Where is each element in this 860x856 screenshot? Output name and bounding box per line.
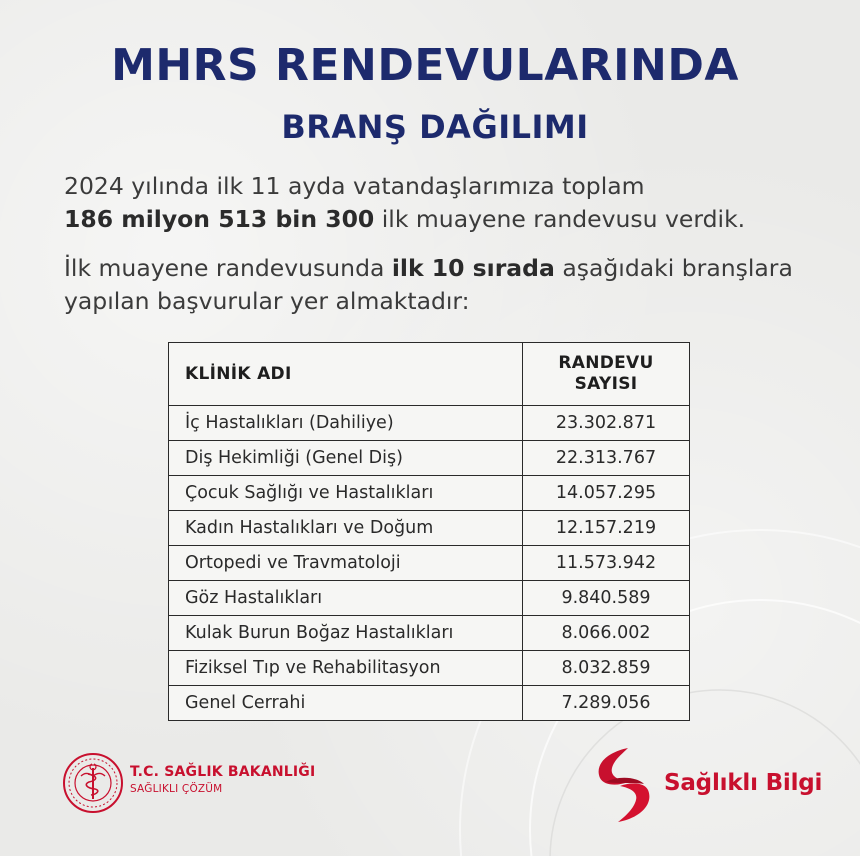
ministry-of-health-emblem-icon: [62, 752, 124, 814]
clinic-table: [168, 342, 690, 721]
saglikli-bilgi-logo-icon: [588, 746, 660, 826]
column-header-count: [523, 343, 690, 406]
ministry-label: [130, 764, 315, 795]
table-row: [169, 441, 690, 476]
ranking-text-2: aşağıdaki branşlara yapılan başvurular yer almaktadır:: [64, 254, 793, 315]
page-subtitle: BRANŞ DAĞILIMI: [281, 108, 589, 146]
table-row: [169, 616, 690, 651]
ranking-paragraph: [64, 252, 844, 318]
appointment-count-cell: 14.057.295: [523, 476, 690, 511]
intro-text-1: 2024 yılında ilk 11 ayda vatandaşlarımıza toplam: [64, 172, 645, 200]
appointment-count-cell: 12.157.219: [523, 511, 690, 546]
column-header-clinic: KLİNİK ADI: [169, 343, 523, 406]
clinic-name-cell: Göz Hastalıkları: [169, 581, 523, 616]
appointment-count-cell: 8.032.859: [523, 651, 690, 686]
clinic-name-cell: Ortopedi ve Travmatoloji: [169, 546, 523, 581]
appointment-count-cell: 9.840.589: [523, 581, 690, 616]
appointment-count-cell: 23.302.871: [523, 406, 690, 441]
clinic-name-cell: Diş Hekimliği (Genel Diş): [169, 441, 523, 476]
clinic-name-cell: Kadın Hastalıkları ve Doğum: [169, 511, 523, 546]
intro-paragraph: [64, 170, 844, 236]
ministry-subtitle: SAĞLIKLI ÇÖZÜM: [130, 783, 223, 795]
table-row: [169, 651, 690, 686]
clinic-name-cell: Çocuk Sağlığı ve Hastalıkları: [169, 476, 523, 511]
ranking-highlight: ilk 10 sırada: [391, 254, 555, 282]
table-row: [169, 686, 690, 721]
clinic-name-cell: Genel Cerrahi: [169, 686, 523, 721]
clinic-name-cell: İç Hastalıkları (Dahiliye): [169, 406, 523, 441]
ministry-name: T.C. SAĞLIK BAKANLIĞI: [130, 764, 316, 780]
appointment-count-cell: 7.289.056: [523, 686, 690, 721]
table-row: [169, 476, 690, 511]
page-title: MHRS RENDEVULARINDA: [111, 40, 739, 91]
intro-text-2: ilk muayene randevusu verdik.: [374, 205, 746, 233]
table-row: [169, 546, 690, 581]
intro-total-count: 186 milyon 513 bin 300: [64, 205, 375, 233]
ranking-text-1: İlk muayene randevusunda: [64, 254, 392, 282]
appointment-count-cell: 8.066.002: [523, 616, 690, 651]
column-header-count-line1: RANDEVU: [558, 353, 654, 373]
table-row: [169, 406, 690, 441]
clinic-name-cell: Fiziksel Tıp ve Rehabilitasyon: [169, 651, 523, 686]
column-header-count-line2: SAYISI: [574, 374, 638, 394]
brand-name: Sağlıklı Bilgi: [664, 770, 823, 796]
clinic-name-cell: Kulak Burun Boğaz Hastalıkları: [169, 616, 523, 651]
appointment-count-cell: 11.573.942: [523, 546, 690, 581]
table-row: [169, 581, 690, 616]
appointment-count-cell: 22.313.767: [523, 441, 690, 476]
table-row: [169, 511, 690, 546]
table-header-row: [169, 343, 690, 406]
